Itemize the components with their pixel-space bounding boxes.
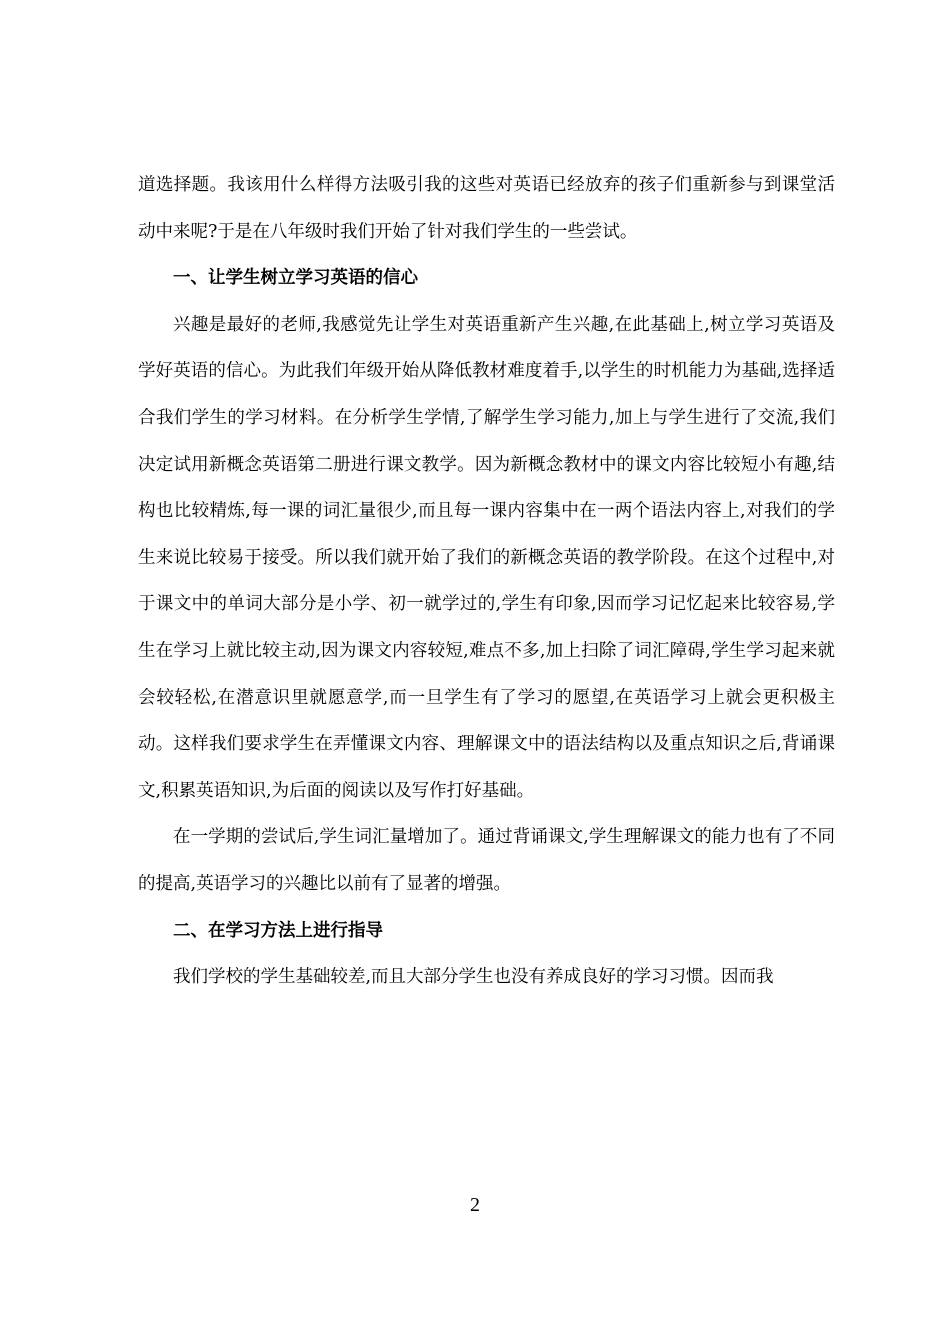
paragraph-continuation: 道选择题。我该用什么样得方法吸引我的这些对英语已经放弃的孩子们重新参与到课堂活动中来呢?于是在八年级时我们开始了针对我们学生的一些尝试。 — [138, 175, 835, 242]
paragraph-results: 在一学期的尝试后,学生词汇量增加了。通过背诵课文,学生理解课文的能力也有了不同的提高,英语学习的兴趣比以前有了显著的增强。 — [138, 827, 835, 894]
paragraph-methods: 我们学校的学生基础较差,而且大部分学生也没有养成良好的学习习惯。因而我 — [173, 967, 774, 988]
section-heading-1: 一、让学生树立学习英语的信心 — [173, 268, 418, 289]
document-body — [138, 162, 835, 1001]
page-number: 2 — [470, 1194, 480, 1216]
section-heading-2: 二、在学习方法上进行指导 — [173, 920, 383, 941]
paragraph-interest: 兴趣是最好的老师,我感觉先让学生对英语重新产生兴趣,在此基础上,树立学习英语及学好英语的信心。为此我们年级开始从降低教材难度着手,以学生的时机能力为基础,选择适合我们学生的学习材料。在分析学生学情,了解学生学习能力,加上与学生进行了交流,我们决定试用新概念英语第二册进行课文教学。因为新概念教材中的课文内容比较短小有趣,结构也比较精炼,每一课的词汇量很少,而且每一课内容集中在一两个语法内容上,对我们的学生来说比较易于接受。所以我们就开始了我们的新概念英语的教学阶段。在这个过程中,对于课文中的单词大部分是小学、初一就学过的,学生有印象,因而学习记忆起来比较容易,学生在学习上就比较主动,因为课文内容较短,难点不多,加上扫除了词汇障碍,学生学习起来就会较轻松,在潜意识里就愿意学,而一旦学生有了学习的愿望,在英语学习上就会更积极主动。这样我们要求学生在弄懂课文内容、理解课文中的语法结构以及重点知识之后,背诵课文,积累英语知识,为后面的阅读以及写作打好基础。 — [138, 314, 835, 801]
